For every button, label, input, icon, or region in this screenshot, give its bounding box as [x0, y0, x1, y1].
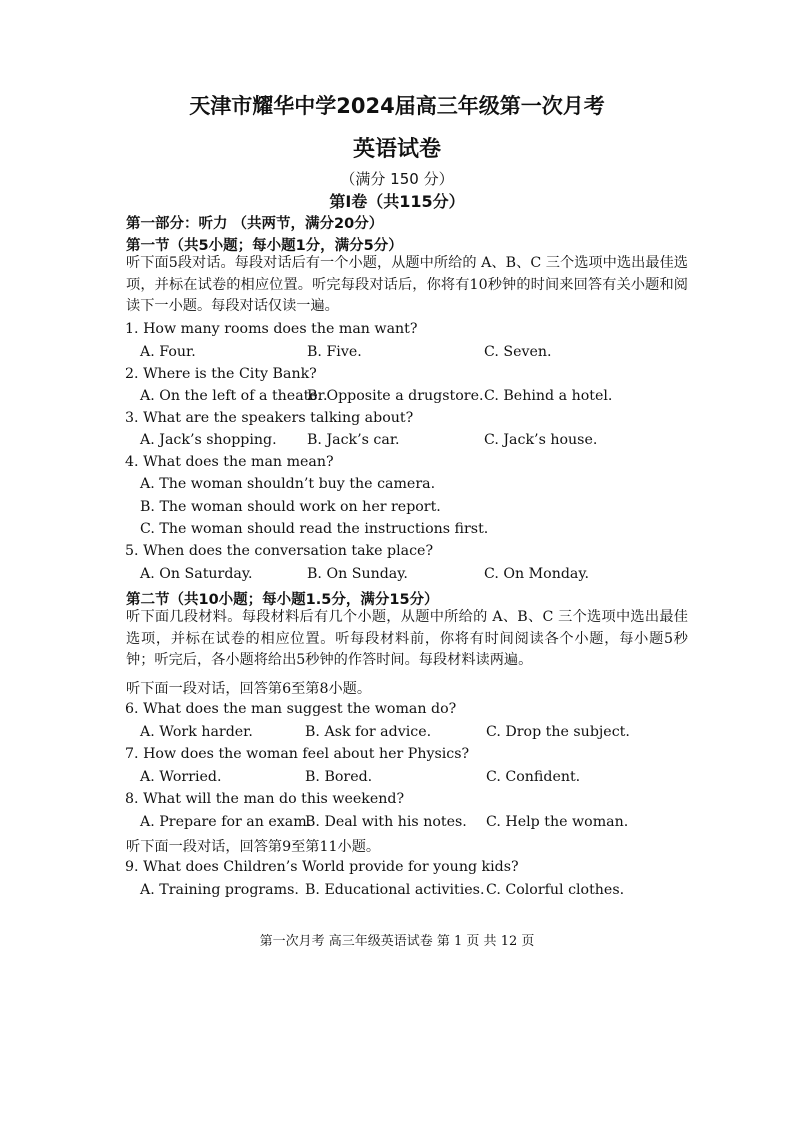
- question-number: 5.: [125, 543, 139, 559]
- q1-option-b: B. Five.: [307, 344, 362, 360]
- section2-instructions: 听下面几段材料。每段材料后有几个小题，从题中所给的 A、B、C 三个选项中选出最佳选项，并标在试卷的相应位置。听每段材料前，你将有时间阅读各个小题，每小题5秒钟；听完后，各小题将给出5秒钟的作答时间。每段材料读两遍。: [126, 609, 688, 668]
- question-9: [125, 859, 519, 875]
- question-text: When does the conversation take place?: [143, 543, 434, 559]
- listening-note-6-8: 听下面一段对话，回答第6至第8小题。: [126, 681, 372, 697]
- question-number: 7.: [125, 746, 139, 762]
- question-number: 6.: [125, 701, 139, 717]
- question-text: Where is the City Bank?: [143, 366, 317, 382]
- listening-note-9-11: 听下面一段对话，回答第9至第11小题。: [126, 839, 381, 855]
- q7-option-b: B. Bored.: [305, 769, 373, 785]
- q4-option-c: C. The woman should read the instructions first.: [140, 521, 489, 537]
- full-score: （满分 150 分）: [340, 170, 454, 188]
- q3-option-c: C. Jack’s house.: [484, 432, 598, 448]
- q6-option-a: A. Work harder.: [140, 724, 253, 740]
- question-text: How many rooms does the man want?: [143, 321, 418, 337]
- section1-instructions: 听下面5段对话。每段对话后有一个小题，从题中所给的 A、B、C 三个选项中选出最佳选项，并标在试卷的相应位置。听完每段对话后，你将有10秒钟的时间来回答有关小题和阅读下一小题。每段对话仅读一遍。: [126, 255, 688, 314]
- question-text: What does the man suggest the woman do?: [143, 701, 457, 717]
- q2-option-b: B. Opposite a drugstore.: [307, 388, 484, 404]
- q6-option-c: C. Drop the subject.: [486, 724, 630, 740]
- q1-option-c: C. Seven.: [484, 344, 552, 360]
- question-number: 9.: [125, 859, 139, 875]
- q8-option-b: B. Deal with his notes.: [305, 814, 467, 830]
- q1-option-a: A. Four.: [140, 344, 196, 360]
- q4-option-a: A. The woman shouldn’t buy the camera.: [140, 476, 436, 492]
- q9-option-b: B. Educational activities.: [305, 882, 485, 898]
- question-2: [125, 366, 317, 382]
- q8-option-c: C. Help the woman.: [486, 814, 629, 830]
- question-5: [125, 543, 433, 559]
- question-7: [125, 746, 469, 762]
- q2-option-a: A. On the left of a theater.: [140, 388, 328, 404]
- question-number: 4.: [125, 454, 139, 470]
- question-text: How does the woman feel about her Physics?: [143, 746, 470, 762]
- question-6: [125, 701, 456, 717]
- question-8: [125, 791, 404, 807]
- q4-option-b: B. The woman should work on her report.: [140, 499, 441, 515]
- question-number: 8.: [125, 791, 139, 807]
- q3-option-a: A. Jack’s shopping.: [140, 432, 277, 448]
- question-number: 1.: [125, 321, 139, 337]
- q7-option-c: C. Confident.: [486, 769, 581, 785]
- school-title: 天津市耀华中学2024届高三年级第一次月考: [189, 94, 605, 118]
- section2-title: 第二节（共10小题；每小题1.5分，满分15分）: [126, 592, 439, 608]
- q9-option-a: A. Training programs.: [140, 882, 299, 898]
- question-number: 3.: [125, 410, 139, 426]
- q2-option-c: C. Behind a hotel.: [484, 388, 613, 404]
- question-text: What does the man mean?: [143, 454, 334, 470]
- part1-title: 第一部分：听力 （共两节，满分20分）: [126, 216, 384, 232]
- q3-option-b: B. Jack’s car.: [307, 432, 400, 448]
- q5-option-b: B. On Sunday.: [307, 566, 408, 582]
- question-text: What does Children’s World provide for young kids?: [143, 859, 519, 875]
- question-number: 2.: [125, 366, 139, 382]
- q8-option-a: A. Prepare for an exam.: [140, 814, 312, 830]
- q5-option-c: C. On Monday.: [484, 566, 590, 582]
- question-4: [125, 454, 334, 470]
- q9-option-c: C. Colorful clothes.: [486, 882, 625, 898]
- page-footer: 第一次月考 高三年级英语试卷 第 1 页 共 12 页: [259, 934, 535, 949]
- q7-option-a: A. Worried.: [140, 769, 222, 785]
- q6-option-b: B. Ask for advice.: [305, 724, 432, 740]
- section1-title: 第一节（共5小题；每小题1分，满分5分）: [126, 238, 403, 254]
- volume-title: 第Ⅰ卷（共115分）: [329, 192, 465, 211]
- question-text: What will the man do this weekend?: [143, 791, 405, 807]
- question-text: What are the speakers talking about?: [143, 410, 414, 426]
- q5-option-a: A. On Saturday.: [140, 566, 253, 582]
- subject-title: 英语试卷: [352, 137, 441, 162]
- question-3: [125, 410, 413, 426]
- question-1: [125, 321, 417, 337]
